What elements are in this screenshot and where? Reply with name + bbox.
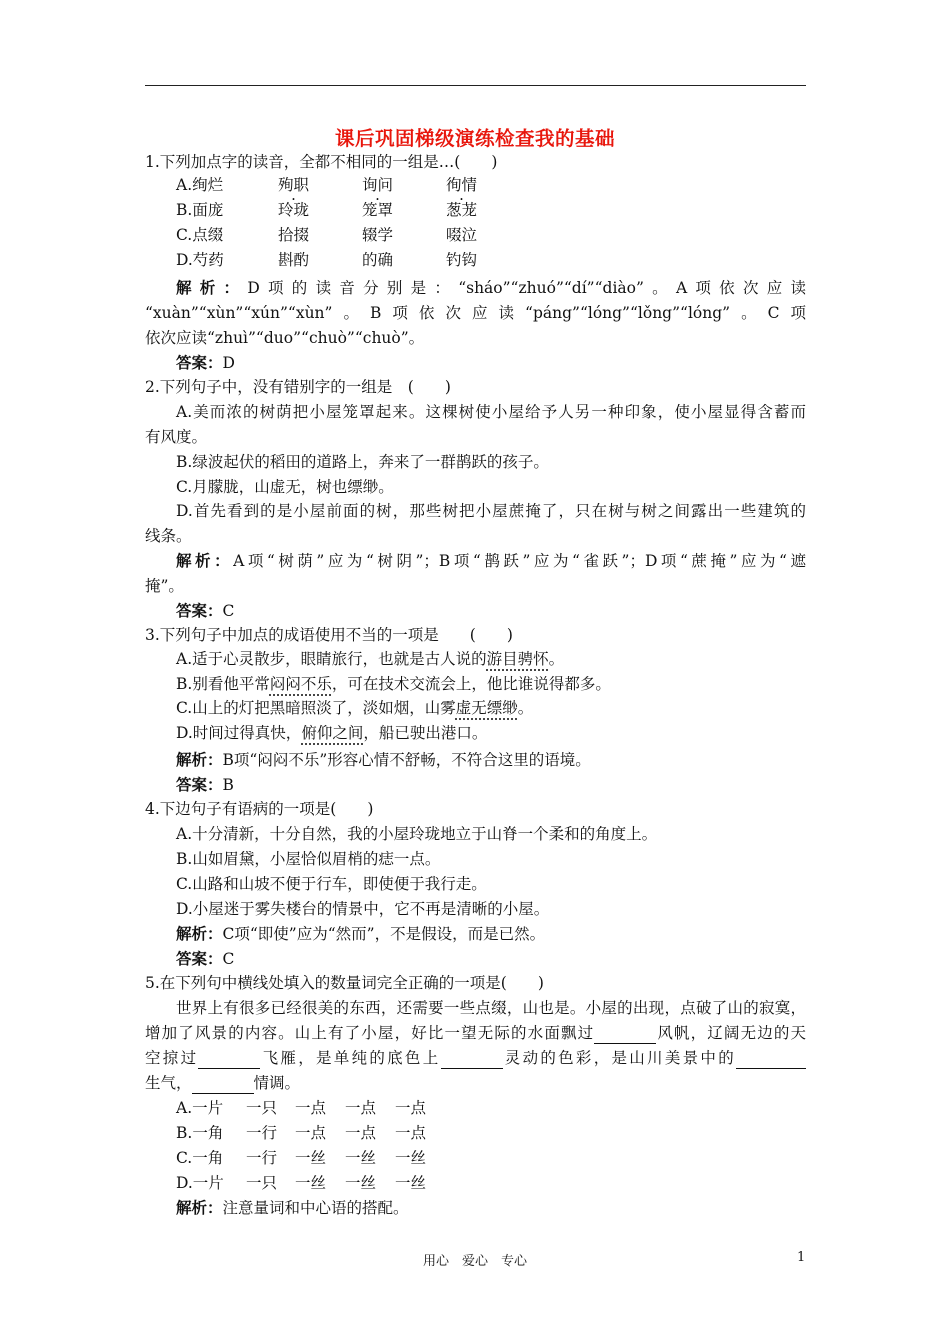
q3-stem: 3.下列句子中加点的成语使用不当的一项是 ( ) [145,626,513,644]
q3-option-d: D.时间过得真快，俯仰之间，船已驶出港口。 [176,724,488,742]
page-title: 课后巩固梯级演练检查我的基础 [334,127,615,150]
q1-stem: 1.下列加点字的读音，全都不相同的一组是…( ) [145,153,498,171]
q2-option-d-line1: D.首先看到的是小屋前面的树，那些树把小屋蔗掩了，只在树与树之间露出一些建筑的 [176,502,806,520]
q3-answer: 答案：B [176,775,234,794]
q5-blank-4 [736,1051,806,1069]
q2-analysis-line2: 掩”。 [145,577,184,595]
q2-analysis-line1: 解析：A项“树荫”应为“树阴”；B项“鹊跃”应为“雀跃”；D项“蔗掩”应为“遮 [176,551,806,570]
q3-dotted-idiom-a: 游目骋怀 [486,650,549,668]
q3-option-b: B.别看他平常闷闷不乐，可在技术交流会上，他比谁说得都多。 [176,675,611,693]
q4-answer: 答案：C [176,949,235,968]
header-rule [145,85,806,86]
q1-analysis-line3: 依次应读“zhuì”“duo”“chuò”“chuò”。 [145,329,425,347]
q3-option-c: C.山上的灯把黑暗照淡了，淡如烟，山雾虚无缥缈。 [176,699,534,717]
q4-stem: 4.下边句子有语病的一项是( ) [145,800,374,818]
q5-stem: 5.在下列句中横线处填入的数量词完全正确的一项是( ) [145,974,544,992]
q5-blank-2 [198,1051,260,1069]
q4-option-d: D.小屋迷于雾失楼台的情景中，它不再是清晰的小屋。 [176,900,550,918]
q3-analysis: 解析：B项“闷闷不乐”形容心情不舒畅，不符合这里的语境。 [176,750,591,769]
q1-answer: 答案：D [176,353,235,372]
q5-passage-line4: 生气， 情调。 [145,1074,301,1092]
q2-option-b: B.绿波起伏的稻田的道路上，奔来了一群鹊跃的孩子。 [176,453,549,471]
q2-option-d-line2: 线条。 [145,527,192,545]
q2-option-c: C.月朦胧，山虚无，树也缥缈。 [176,478,394,496]
q5-passage-line3: 空掠过 飞雁，是单纯的底色上 灵动的色彩，是山川美景中的 [145,1047,806,1069]
q4-option-b: B.山如眉黛，小屋恰似眉梢的痣一点。 [176,850,441,868]
q1-analysis-line2: “xuàn”“xùn”“xún”“xùn”。B项依次应读“páng”“lóng”“lǒng”“lóng”。C项 [145,304,806,322]
q5-passage-line1: 世界上有很多已经很美的东西，还需要一些点缀，山也是。小屋的出现，点破了山的寂寞， [176,999,806,1017]
q5-blank-5 [192,1076,254,1094]
q3-option-a: A.适于心灵散步，眼睛旅行，也就是古人说的游目骋怀。 [176,650,565,668]
q3-dotted-idiom-d: 俯仰之间 [301,724,364,742]
q3-dotted-idiom-b: 闷闷不乐 [269,675,332,693]
page-number: 1 [797,1250,806,1265]
q5-blank-3 [441,1051,503,1069]
q2-stem: 2.下列句子中，没有错别字的一组是 ( ) [145,378,451,396]
q2-option-a-line2: 有风度。 [145,428,208,446]
q5-analysis: 解析：注意量词和中心语的搭配。 [176,1198,409,1217]
q5-blank-1 [594,1026,656,1044]
q5-passage-line2: 增加了风景的内容。山上有了小屋，好比一望无际的水面飘过 风帆，辽阔无边的天 [145,1024,806,1042]
q4-option-c: C.山路和山坡不便于行车，即使便于我行走。 [176,875,487,893]
q5-dotted-word: 一丝 [295,1149,327,1167]
q2-answer: 答案：C [176,601,235,620]
q3-dotted-idiom-c: 虚无缥缈 [455,699,518,717]
q2-option-a-line1: A.美而浓的树荫把小屋笼罩起来。这棵树使小屋给予人另一种印象，使小屋显得含蓄而 [176,403,806,421]
q1-analysis-line1: 解析：D项的读音分别是：“sháo”“zhuó”“dí”“diào”。A项依次应读 [176,278,806,297]
footer-motto: 用心 爱心 专心 [422,1254,527,1269]
q4-option-a: A.十分清新，十分自然，我的小屋玲珑地立于山脊一个柔和的角度上。 [176,825,658,843]
q4-analysis: 解析：C项“即使”应为“然而”，不是假设，而是已然。 [176,924,546,943]
